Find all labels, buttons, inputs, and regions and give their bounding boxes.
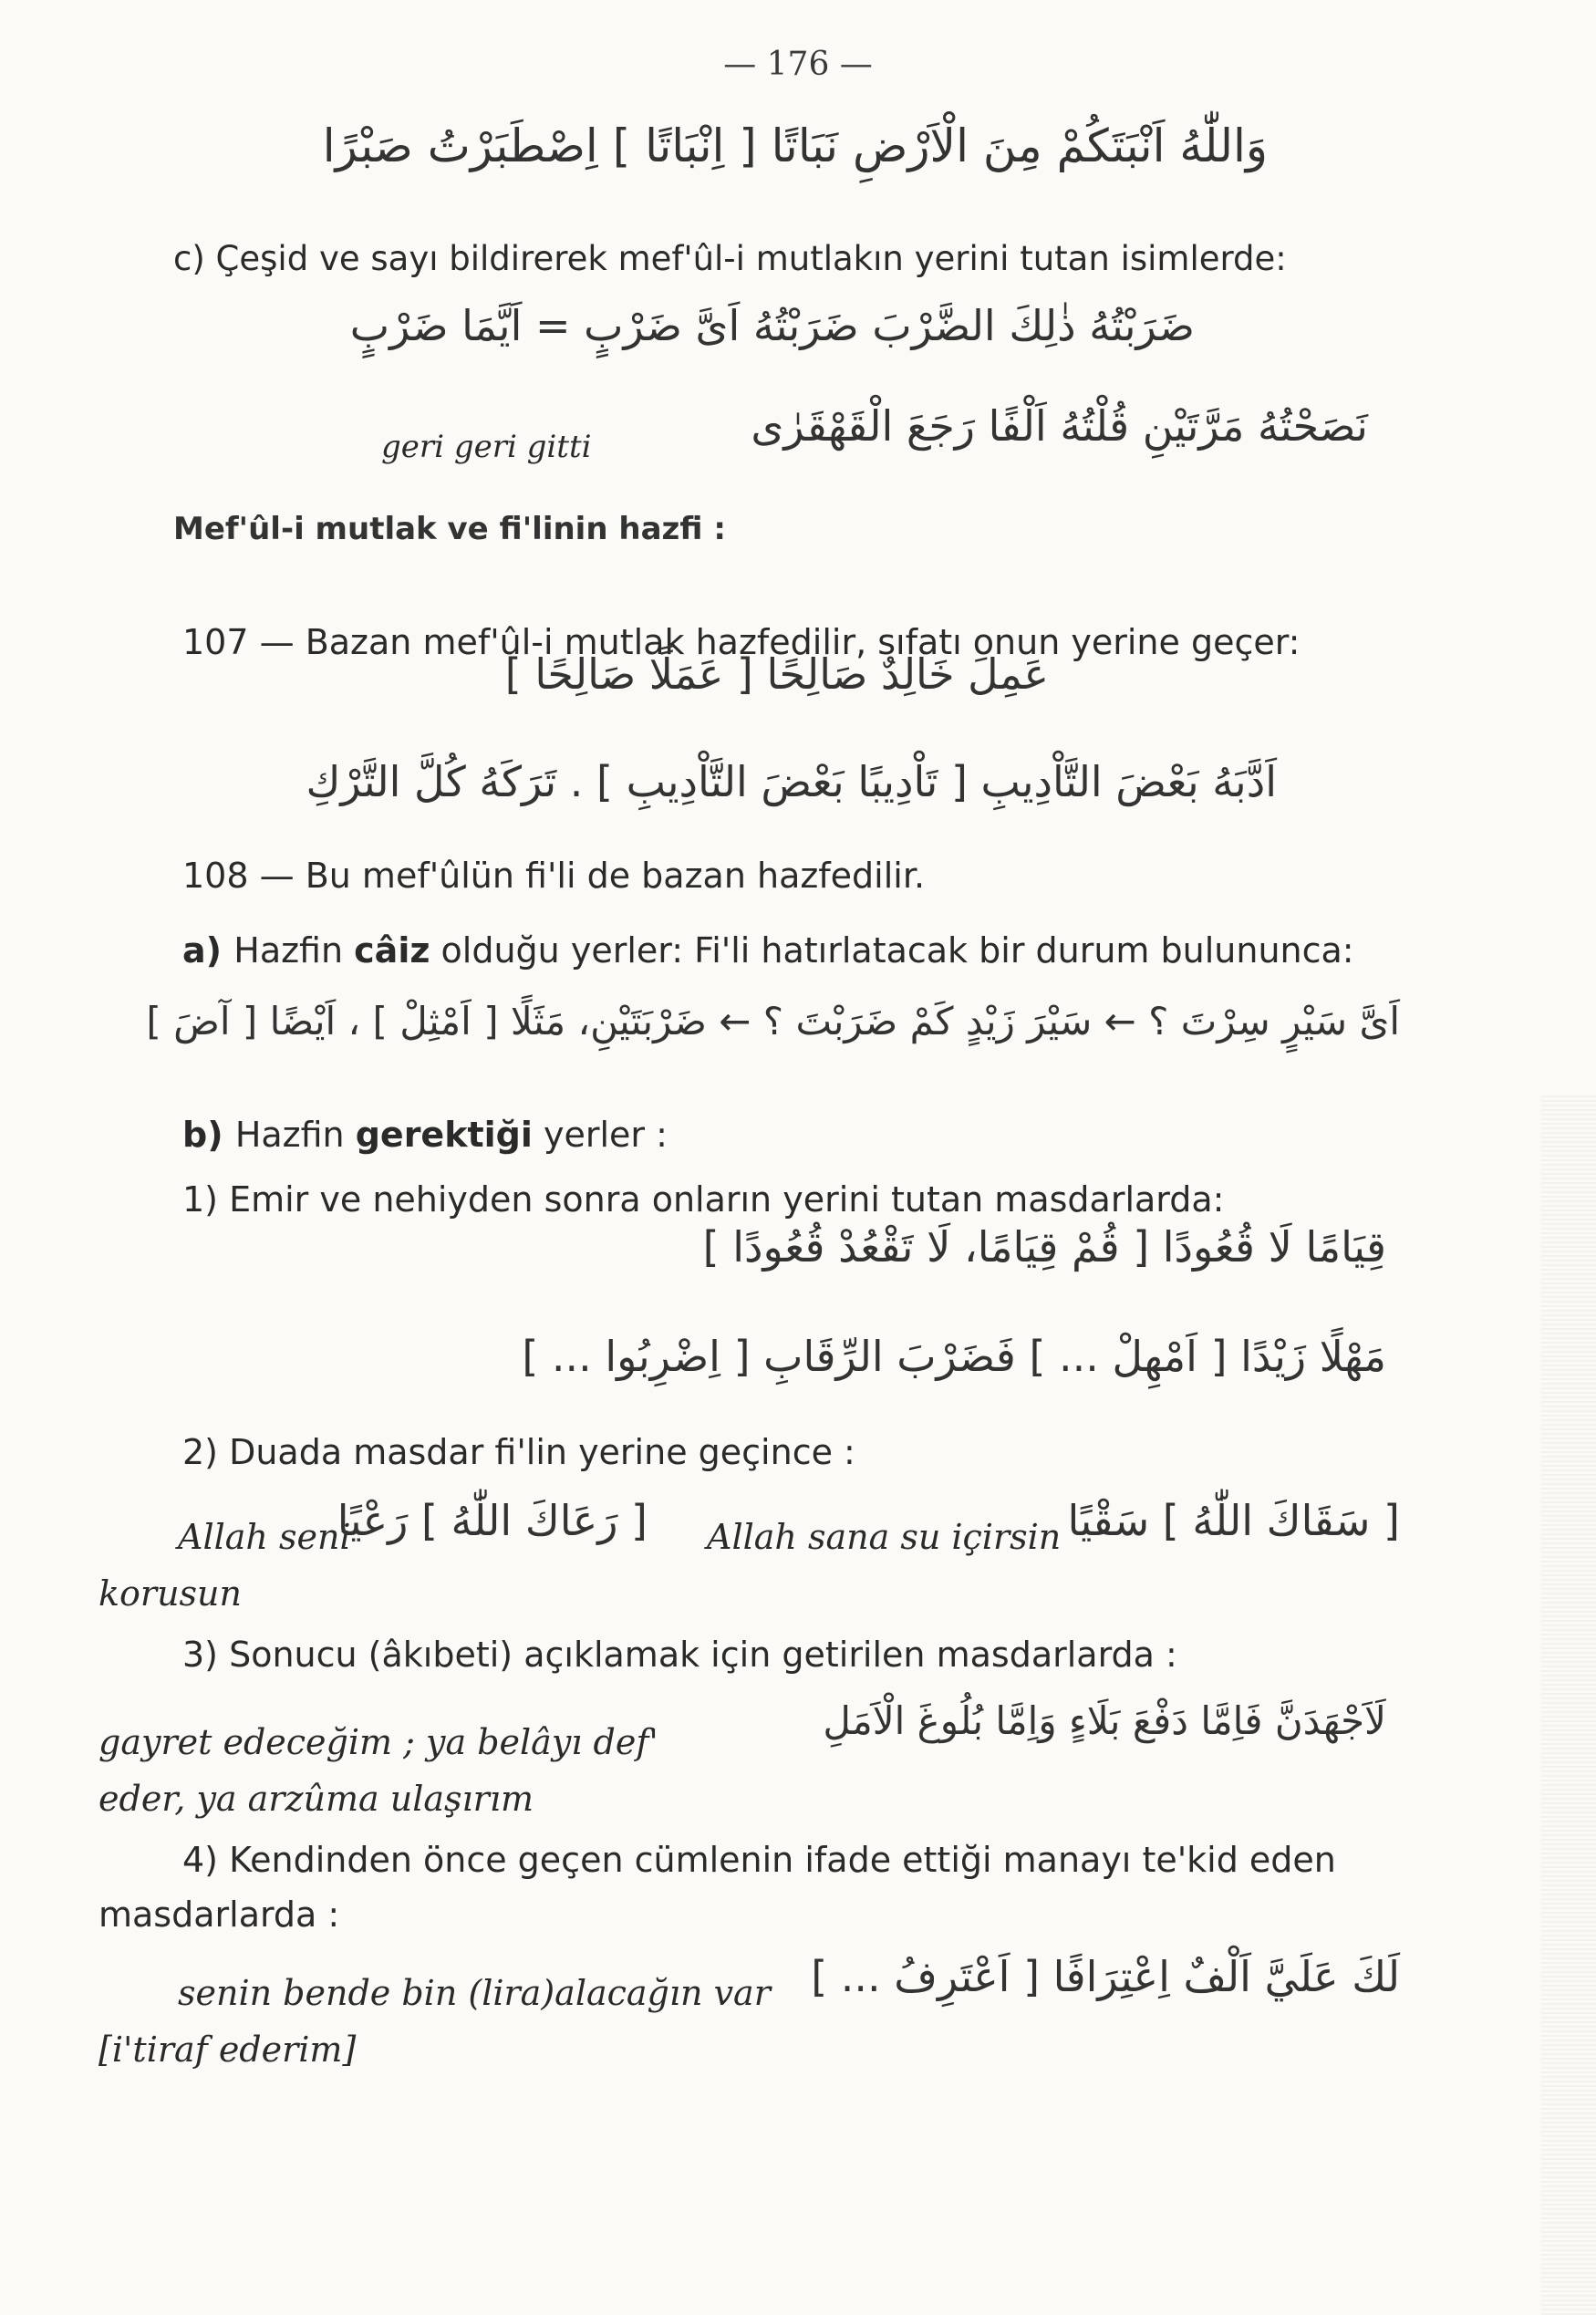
translation-eder: eder, ya arzûma ulaşırım <box>98 1779 534 1819</box>
arabic-example-addaba: اَدَّبَهُ بَعْضَ التَّاْدِيبِ [ تَاْدِيبًا بَعْضَ التَّاْدِيبِ ] . تَرَكَهُ كُلَّ التَّرْكِ <box>306 757 1277 806</box>
section-b-pre: Hazfin <box>234 1115 356 1155</box>
arabic-example-lajhadanna: لَاَجْهَدَنَّ فَاِمَّا دَفْعَ بَلَاءٍ وَاِمَّا بُلُوغَ الْاَمَلِ <box>823 1698 1386 1743</box>
arabic-example-sayr: اَىَّ سَيْرٍ سِرْتَ ؟ ← سَيْرَ زَيْدٍ كَمْ ضَرَبْتَ ؟ ← ضَرْبَتَيْنِ، مَثَلًا [ اَمْثِلْ ] ، اَيْضًا [ آضَ ] <box>146 999 1400 1043</box>
section-b-bold: gerektiği <box>355 1115 533 1155</box>
arabic-example-mahlan: مَهْلًا زَيْدًا [ اَمْهِلْ ... ] فَضَرْبَ الرِّقَابِ [ اِضْرِبُوا ... ] <box>522 1332 1386 1381</box>
item-1-text: 1) Emir ve nehiyden sonra onların yerini tutan masdarlarda: <box>182 1179 1225 1220</box>
paragraph-107: 107 — Bazan mef'ûl-i mutlak hazfedilir, sıfatı onun yerine geçer: <box>182 622 1301 662</box>
section-b-rest: yerler : <box>532 1115 668 1155</box>
translation-allah-sana: Allah sana su içirsin <box>707 1517 1062 1557</box>
scan-edge-noise <box>1541 1095 1596 2315</box>
item-2-text: 2) Duada masdar fi'lin yerine geçince : <box>182 1432 855 1472</box>
translation-gayret: gayret edeceğim ; ya belâyı def' <box>98 1722 658 1762</box>
translation-senin-bende: senin bende bin (lira)alacağın var <box>178 1973 771 2013</box>
item-4-text-line1: 4) Kendinden önce geçen cümlenin ifade ettiği manayı te'kid eden <box>182 1840 1336 1880</box>
paragraph-108: 108 — Bu mef'ûlün fi'li de bazan hazfedilir. <box>182 856 926 896</box>
arabic-example-saqaka: [ سَقَاكَ اللّٰهُ ] سَقْيًا <box>1067 1496 1400 1545</box>
page-number: — 176 — <box>723 46 873 83</box>
translation-allah-seni: Allah seni <box>178 1517 351 1557</box>
item-4-text-line2: masdarlarda : <box>98 1895 340 1935</box>
arabic-example-raaka: [ رَعَاكَ اللّٰهُ ] رَعْيًا <box>337 1496 648 1545</box>
arabic-example-darb: ضَرَبْتُهُ ذٰلِكَ الضَّرْبَ ضَرَبْتُهُ اَىَّ ضَرْبٍ = اَيَّمَا ضَرْبٍ <box>349 301 1195 350</box>
label-b: b) <box>182 1115 235 1155</box>
arabic-example-amila: عَمِلَ خَالِدٌ صَالِحًا [ عَمَلًا صَالِحًا ] <box>504 649 1049 699</box>
section-b-text <box>182 1115 668 1157</box>
arabic-example-nasaht: نَصَحْتُهُ مَرَّتَيْنِ قُلْتُهُ اَلْفًا رَجَعَ الْقَهْقَرٰى <box>751 401 1368 451</box>
section-c-text: c) Çeşid ve sayı bildirerek mef'ûl-i mutlakın yerini tutan isimlerde: <box>173 239 1287 278</box>
arabic-example-nabat: وَاللّٰهُ اَنْبَتَكُمْ مِنَ الْاَرْضِ نَبَاتًا [ اِنْبَاتًا ] اِصْطَبَرْتُ صَبْرًا <box>322 119 1268 172</box>
arabic-example-qiyam: قِيَامًا لَا قُعُودًا [ قُمْ قِيَامًا، لَا تَقْعُدْ قُعُودًا ] <box>702 1222 1386 1272</box>
translation-itiraf: [i'tiraf ederim] <box>98 2030 357 2070</box>
section-a-pre: Hazfin <box>233 930 355 971</box>
section-a-rest: olduğu yerler: Fi'li hatırlatacak bir durum bulununca: <box>430 930 1354 971</box>
label-a: a) <box>182 930 234 971</box>
section-heading: Mef'ûl-i mutlak ve fi'linin hazfi : <box>173 511 726 547</box>
section-a-bold: câiz <box>354 930 430 971</box>
translation-korusun: korusun <box>98 1573 242 1614</box>
arabic-example-laka: لَكَ عَلَيَّ اَلْفٌ اِعْتِرَافًا [ اَعْتَرِفُ ... ] <box>811 1952 1400 2001</box>
translation-geri-gitti: geri geri gitti <box>381 429 592 465</box>
item-3-text: 3) Sonucu (âkıbeti) açıklamak için getirilen masdarlarda : <box>182 1635 1177 1675</box>
section-a-text <box>182 930 1354 972</box>
